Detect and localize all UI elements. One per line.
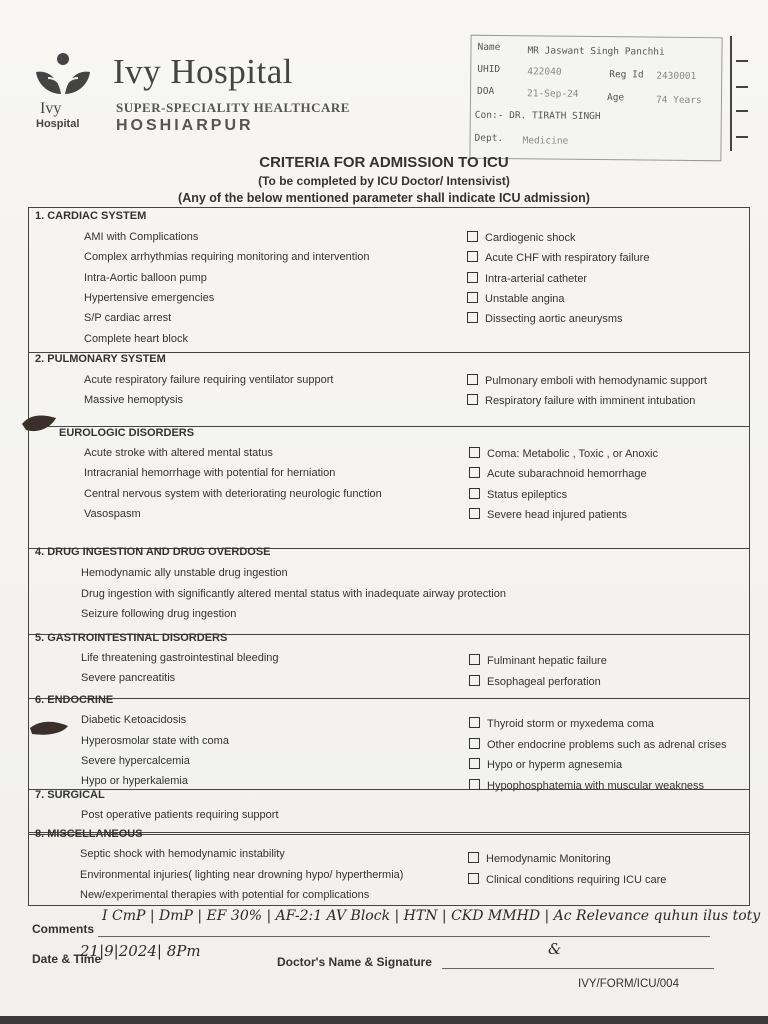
criteria-checkbox-item[interactable]: Coma: Metabolic , Toxic , or Anoxic (469, 447, 658, 460)
criteria-checkbox-item[interactable]: Status epileptics (469, 488, 567, 501)
hospital-name: Ivy Hospital (113, 52, 294, 91)
criteria-item: Septic shock with hemodynamic instability (80, 848, 285, 860)
criteria-item: Severe pancreatitis (81, 672, 176, 684)
criteria-checkbox-item[interactable]: Unstable angina (467, 292, 565, 305)
criteria-checkbox-item[interactable]: Cardiogenic shock (467, 231, 576, 244)
criteria-item: Acute stroke with altered mental status (84, 447, 273, 459)
criteria-checkbox-item[interactable]: Esophageal perforation (469, 675, 601, 688)
checkbox-icon[interactable] (467, 251, 478, 262)
criteria-checkbox-item[interactable]: Acute subarachnoid hemorrhage (469, 467, 647, 480)
criteria-item: Hemodynamic ally unstable drug ingestion (81, 567, 288, 579)
dept-label: Dept. (474, 132, 504, 145)
signature-mark: & (548, 940, 562, 958)
patient-name-value: MR Jaswant Singh Panchhi (527, 45, 665, 58)
criteria-checkbox-item[interactable]: Acute CHF with respiratory failure (467, 251, 649, 264)
checkbox-icon[interactable] (469, 467, 480, 478)
form-title: CRITERIA FOR ADMISSION TO ICU (259, 154, 509, 171)
criteria-item: Severe hypercalcemia (81, 755, 190, 767)
criteria-item: Environmental injuries( lighting near drowning hypo/ hyperthermia) (80, 869, 404, 881)
patient-name-label: Name (477, 41, 501, 53)
checkbox-icon[interactable] (469, 675, 480, 686)
section-heading-gastro: 5. GASTROINTESTINAL DISORDERS (35, 632, 228, 644)
criteria-item: Drug ingestion with significantly altered mental status with inadequate airway protection (81, 588, 506, 600)
checkbox-icon[interactable] (467, 292, 478, 303)
dept-value: Medicine (522, 135, 569, 147)
uhid-label: UHID (477, 63, 501, 75)
criteria-checkbox-item[interactable]: Other endocrine problems such as adrenal crises (469, 738, 727, 751)
section-heading-misc: 8. MISCELLANEOUS (35, 828, 143, 840)
criteria-item: Hypo or hyperkalemia (81, 775, 188, 787)
checkbox-icon[interactable] (469, 717, 480, 728)
date-time-label: Date & Time (32, 952, 102, 966)
criteria-checkbox-item[interactable]: Severe head injured patients (469, 508, 627, 521)
comments-label: Comments (32, 922, 95, 936)
form-subtitle: (To be completed by ICU Doctor/ Intensivist) (258, 174, 510, 188)
section-heading-drug: 4. DRUG INGESTION AND DRUG OVERDOSE (35, 546, 271, 558)
reg-id-label: Reg Id (609, 69, 644, 81)
section-heading-pulmonary: 2. PULMONARY SYSTEM (35, 353, 166, 365)
section-heading-surgical: 7. SURGICAL (35, 789, 105, 801)
checkbox-icon[interactable] (467, 231, 478, 242)
comments-line (98, 936, 710, 937)
criteria-checkbox-item[interactable]: Hemodynamic Monitoring (468, 852, 611, 865)
criteria-table (28, 207, 750, 840)
checkbox-icon[interactable] (467, 272, 478, 283)
criteria-item: Seizure following drug ingestion (81, 608, 237, 620)
comments-handwritten[interactable]: I CmP | DmP | EF 30% | AF-2:1 AV Block | HTN | CKD MMHD | Ac Relevance quhun ilus toty (102, 908, 761, 924)
section-heading-endocrine: 6. ENDOCRINE (35, 694, 114, 706)
ink-smudge-icon (20, 410, 60, 436)
criteria-item: Acute respiratory failure requiring ventilator support (84, 374, 334, 386)
checkbox-icon[interactable] (467, 312, 478, 323)
checkbox-icon[interactable] (467, 394, 478, 405)
criteria-item: New/experimental therapies with potential for complications (80, 889, 370, 901)
patient-label (469, 35, 722, 162)
consultant: Con:- DR. TIRATH SINGH (474, 109, 601, 123)
scan-edge (0, 1016, 768, 1024)
criteria-item: Massive hemoptysis (84, 394, 184, 406)
uhid-value: 422040 (527, 66, 562, 78)
checkbox-icon[interactable] (469, 779, 480, 790)
form-code: IVY/FORM/ICU/004 (578, 978, 679, 990)
form-instruction: (Any of the below mentioned parameter shall indicate ICU admission) (178, 191, 590, 205)
criteria-item: Hyperosmolar state with coma (81, 735, 229, 747)
margin-ticks (730, 36, 752, 151)
age-label: Age (606, 92, 625, 104)
criteria-checkbox-item[interactable]: Dissecting aortic aneurysms (467, 312, 623, 325)
criteria-item: Complete heart block (84, 333, 188, 345)
checkbox-icon[interactable] (469, 447, 480, 458)
criteria-checkbox-item[interactable]: Fulminant hepatic failure (469, 654, 607, 667)
criteria-item: Intra-Aortic balloon pump (84, 272, 207, 284)
criteria-item: Complex arrhythmias requiring monitoring and intervention (84, 251, 370, 263)
section-heading-cardiac: 1. CARDIAC SYSTEM (35, 210, 147, 222)
criteria-item: Vasospasm (84, 508, 141, 520)
date-time-handwritten[interactable]: 21|9|2024| 8Pm (80, 942, 201, 960)
logo-caption: Hospital (36, 118, 80, 130)
checkbox-icon[interactable] (469, 738, 480, 749)
criteria-item: Life threatening gastrointestinal bleeding (81, 652, 279, 664)
section-heading-neurologic: EUROLOGIC DISORDERS (59, 427, 195, 439)
criteria-checkbox-item[interactable]: Pulmonary emboli with hemodynamic support (467, 374, 707, 387)
doa-value: 21-Sep-24 (526, 88, 579, 100)
criteria-checkbox-item[interactable]: Respiratory failure with imminent intubation (467, 394, 695, 407)
doctor-signature-line[interactable] (442, 968, 714, 969)
criteria-item: Hypertensive emergencies (84, 292, 215, 304)
criteria-checkbox-item[interactable]: Intra-arterial catheter (467, 272, 587, 285)
criteria-checkbox-item[interactable]: Hypo or hyperm agnesemia (469, 758, 622, 771)
checkbox-icon[interactable] (469, 758, 480, 769)
doa-label: DOA (477, 85, 495, 97)
criteria-item: Intracranial hemorrhage with potential for herniation (84, 467, 336, 479)
criteria-item: S/P cardiac arrest (84, 312, 172, 324)
checkbox-icon[interactable] (469, 488, 480, 499)
hospital-subtitle: SUPER-SPECIALITY HEALTHCARE (116, 100, 350, 115)
hospital-city: HOSHIARPUR (116, 117, 254, 134)
ink-smudge-icon (28, 718, 70, 738)
checkbox-icon[interactable] (467, 374, 478, 385)
misc-section-box (28, 834, 750, 906)
checkbox-icon[interactable] (469, 508, 480, 519)
criteria-checkbox-item[interactable]: Clinical conditions requiring ICU care (468, 873, 666, 886)
criteria-item: AMI with Complications (84, 231, 199, 243)
checkbox-icon[interactable] (469, 654, 480, 665)
criteria-item: Diabetic Ketoacidosis (81, 714, 187, 726)
age-value: 74 Years (655, 94, 702, 107)
reg-id-value: 2430001 (656, 70, 697, 83)
criteria-item: Central nervous system with deteriorating neurologic function (84, 488, 382, 500)
logo-word: Ivy (40, 100, 62, 117)
criteria-item: Post operative patients requiring support (81, 809, 279, 821)
doctor-signature-label: Doctor's Name & Signature (277, 955, 432, 969)
criteria-checkbox-item[interactable]: Thyroid storm or myxedema coma (469, 717, 654, 730)
criteria-checkbox-item[interactable]: Hypophosphatemia with muscular weakness (469, 779, 704, 792)
